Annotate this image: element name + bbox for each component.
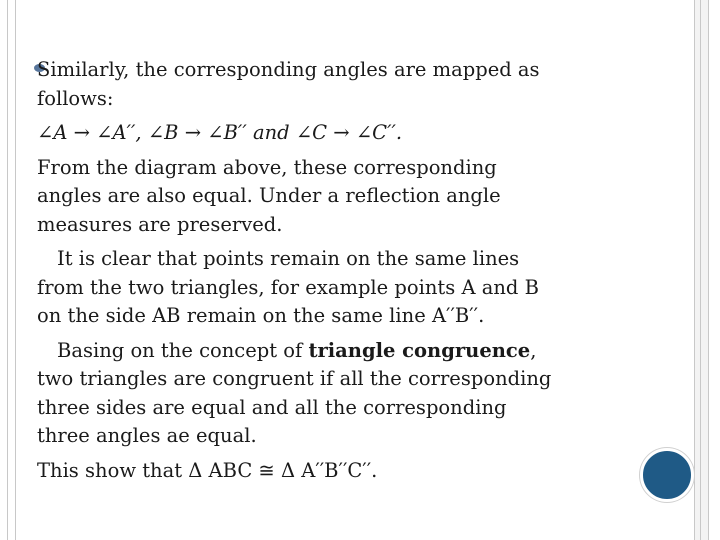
conclusion-line: This show that Δ ABC ≅ Δ A′′B′′C′′. — [37, 458, 378, 482]
angle-mapping-line: ∠A → ∠A′′, ∠B → ∠B′′ and ∠C → ∠C′′. — [37, 121, 403, 144]
right-frame-line-3 — [708, 0, 709, 540]
text-segment: Basing on the concept of — [57, 338, 309, 362]
left-frame-line-outer — [7, 0, 8, 540]
paragraph-line: measures are preserved. — [37, 212, 283, 236]
left-frame-line-inner — [15, 0, 16, 540]
right-frame-line-2 — [700, 0, 701, 540]
decorative-circle-icon — [640, 448, 694, 502]
paragraph-line: three sides are equal and all the corresponding — [37, 395, 507, 419]
paragraph-line: From the diagram above, these corresponding — [37, 155, 497, 179]
right-frame-line-1 — [694, 0, 695, 540]
right-decorative-rail — [694, 0, 708, 540]
paragraph-line: three angles ae equal. — [37, 424, 257, 447]
paragraph-line: angles are also equal. Under a reflection angle — [37, 184, 501, 207]
paragraph-line: on the side AB remain on the same line A′′B′′. — [37, 304, 485, 327]
paragraph-line: two triangles are congruent if all the corresponding — [37, 367, 552, 390]
bold-term: triangle congruence — [308, 338, 531, 362]
text-segment: , — [530, 338, 537, 362]
paragraph-line — [37, 337, 617, 366]
paragraph-line: It is clear that points remain on the same lines — [57, 247, 520, 270]
paragraph-line: from the two triangles, for example points A and B — [37, 275, 539, 299]
slide-body — [37, 56, 617, 485]
paragraph-line: Similarly, the corresponding angles are mapped as — [37, 58, 540, 81]
paragraph-line: follows: — [37, 86, 114, 110]
